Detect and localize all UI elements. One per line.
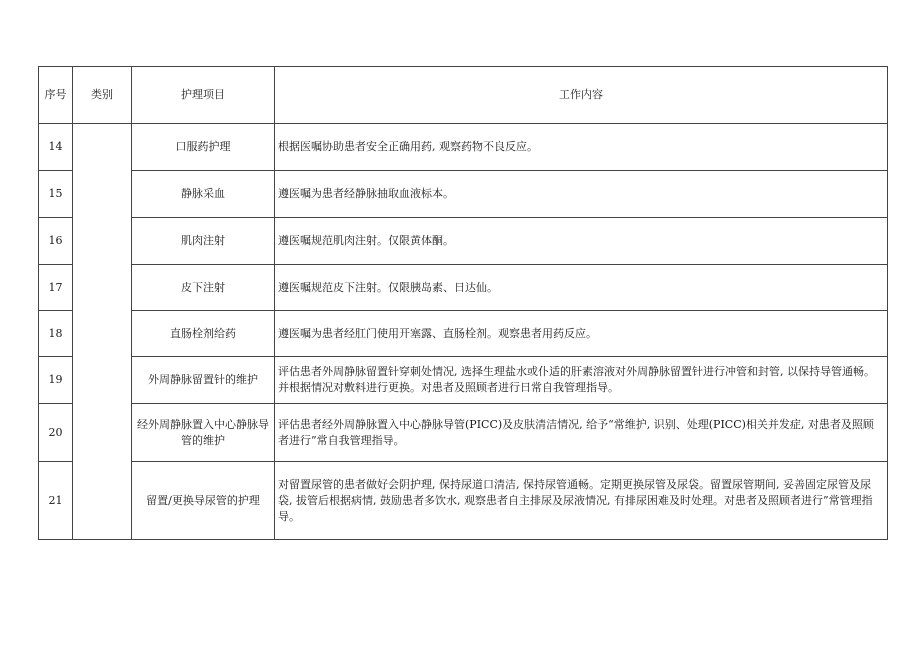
row-index: 17 — [39, 265, 73, 311]
row-item: 经外周静脉置入中心静脉导管的维护 — [132, 404, 275, 462]
header-item: 护理项目 — [132, 67, 275, 124]
table-row — [39, 218, 888, 265]
row-content: 根据医嘱协助患者安全正确用药, 观察药物不良反应。 — [275, 124, 888, 171]
table-row — [39, 171, 888, 218]
header-category: 类别 — [73, 67, 132, 124]
row-content: 遵医嘱为患者经肛门使用开塞露、直肠栓剂。观察患者用药反应。 — [275, 311, 888, 357]
table-row — [39, 404, 888, 462]
row-item: 口服药护理 — [132, 124, 275, 171]
table-row — [39, 462, 888, 540]
row-item: 静脉采血 — [132, 171, 275, 218]
row-content: 评估患者外周静脉留置针穿刺处情况, 选择生理盐水或仆适的肝素溶液对外周静脉留置针进行冲管和封管, 以保持导管通畅。并根据情况对敷料进行更换。对患者及照顾者进行日常自我管理指导。 — [275, 357, 888, 404]
row-content: 遵医嘱为患者经静脉抽取血液标本。 — [275, 171, 888, 218]
category-cell — [73, 124, 132, 540]
row-index: 18 — [39, 311, 73, 357]
row-index: 14 — [39, 124, 73, 171]
table-header-row — [39, 67, 888, 124]
table-row — [39, 357, 888, 404]
row-item: 直肠栓剂给药 — [132, 311, 275, 357]
row-content: 遵医嘱规范肌肉注射。仅限黄体酮。 — [275, 218, 888, 265]
row-item: 外周静脉留置针的维护 — [132, 357, 275, 404]
nursing-items-table — [38, 66, 888, 540]
row-item: 皮下注射 — [132, 265, 275, 311]
table-row — [39, 311, 888, 357]
row-index: 21 — [39, 462, 73, 540]
row-index: 19 — [39, 357, 73, 404]
row-index: 15 — [39, 171, 73, 218]
header-index: 序号 — [39, 67, 73, 124]
row-index: 20 — [39, 404, 73, 462]
table-row — [39, 124, 888, 171]
row-content: 遵医嘱规范皮下注射。仅限胰岛素、日达仙。 — [275, 265, 888, 311]
row-item: 留置/更换导尿管的护理 — [132, 462, 275, 540]
row-index: 16 — [39, 218, 73, 265]
row-item: 肌肉注射 — [132, 218, 275, 265]
header-content: 工作内容 — [275, 67, 888, 124]
row-content: 评估患者经外周静脉置入中心静脉导管(PICC)及皮肤清洁情况, 给予“常维护, 识别、处理(PICC)相关并发症, 对患者及照顾者进行”常自我管理指导。 — [275, 404, 888, 462]
table-row — [39, 265, 888, 311]
row-content: 对留置尿管的患者做好会阴护理, 保持尿道口清洁, 保持尿管通畅。定期更换尿管及尿袋。留置尿管期间, 妥善固定尿管及尿袋, 拔管后根据病情, 鼓励患者多饮水, 观察患者自主排尿及尿液情况, 有排尿困难及时处理。对患者及照顾者进行”常管理指导。 — [275, 462, 888, 540]
